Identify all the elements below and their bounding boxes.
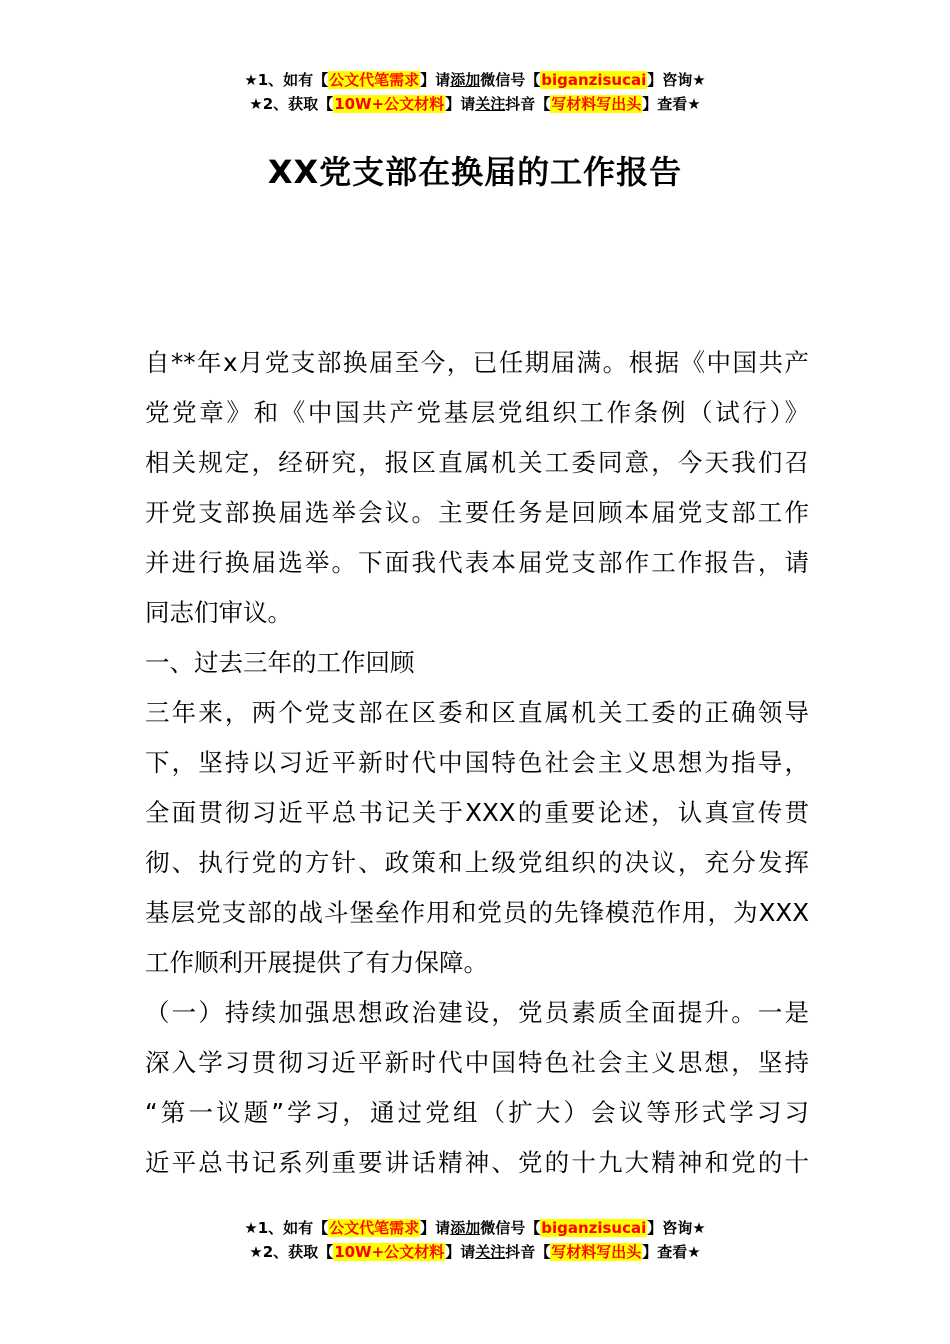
promo-text: 抖音【 [505, 95, 551, 113]
promo-text: 】查看★ [642, 95, 701, 113]
promo-underline: 添加 [450, 1219, 481, 1237]
promo-line-2 [0, 92, 950, 116]
promo-highlight: 公文代笔需求 [329, 1219, 420, 1237]
paragraph-line: 深入学习贯彻习近平新时代中国特色社会主义思想，坚持 [145, 1048, 809, 1077]
promo-underline: 关注 [475, 95, 506, 113]
promo-highlight: 10W+公文材料 [334, 95, 445, 113]
promo-banner-top [0, 68, 950, 116]
promo-highlight: 写材料写出头 [551, 95, 642, 113]
document-title: XX党支部在换届的工作报告 [267, 153, 683, 191]
promo-banner-bottom [0, 1216, 950, 1264]
promo-underline: 关注 [475, 1243, 506, 1261]
promo-text: 微信号【 [480, 71, 541, 89]
paragraph-line: 近平总书记系列重要讲话精神、党的十九大精神和党的十 [145, 1148, 809, 1177]
promo-highlight: biganzisucai [541, 71, 647, 89]
paragraph-line: 彻、执行党的方针、政策和上级党组织的决议，充分发挥 [145, 848, 809, 877]
promo-highlight: 写材料写出头 [551, 1243, 642, 1261]
promo-text: ★1、如有【 [244, 1219, 329, 1237]
paragraph-line: 一、过去三年的工作回顾 [145, 648, 415, 677]
paragraph-line: 工作顺利开展提供了有力保障。 [145, 948, 488, 977]
promo-text: 】请 [445, 1243, 476, 1261]
paragraph-line: “第一议题”学习，通过党组（扩大）会议等形式学习习 [145, 1098, 809, 1127]
paragraph-line: （一）持续加强思想政治建设，党员素质全面提升。一是 [145, 998, 809, 1027]
promo-line-1 [0, 68, 950, 92]
paragraph-line: 开党支部换届选举会议。主要任务是回顾本届党支部工作 [145, 498, 809, 527]
promo-text: 】请 [420, 1219, 451, 1237]
promo-underline: 添加 [450, 71, 481, 89]
promo-text: 】咨询★ [647, 1219, 706, 1237]
paragraph-line: 三年来，两个党支部在区委和区直属机关工委的正确领导 [145, 698, 809, 727]
promo-line-1 [0, 1216, 950, 1240]
promo-text: 微信号【 [480, 1219, 541, 1237]
paragraph-line: 相关规定，经研究，报区直属机关工委同意，今天我们召 [145, 448, 809, 477]
paragraph-line: 自**年x月党支部换届至今，已任期届满。根据《中国共产 [145, 348, 809, 377]
paragraph-line: 全面贯彻习近平总书记关于XXX的重要论述，认真宣传贯 [145, 798, 809, 827]
promo-line-2 [0, 1240, 950, 1264]
paragraph-line: 下，坚持以习近平新时代中国特色社会主义思想为指导， [145, 748, 809, 777]
document-body [145, 338, 809, 1188]
promo-highlight: biganzisucai [541, 1219, 647, 1237]
promo-text: 】请 [445, 95, 476, 113]
promo-text: ★2、获取【 [249, 95, 334, 113]
paragraph-line: 并进行换届选举。下面我代表本届党支部作工作报告，请 [145, 548, 809, 577]
promo-highlight: 10W+公文材料 [334, 1243, 445, 1261]
paragraph-line: 党党章》和《中国共产党基层党组织工作条例（试行）》 [145, 398, 809, 427]
promo-highlight: 公文代笔需求 [329, 71, 420, 89]
promo-text: 】咨询★ [647, 71, 706, 89]
promo-text: 】查看★ [642, 1243, 701, 1261]
promo-text: ★1、如有【 [244, 71, 329, 89]
promo-text: 抖音【 [505, 1243, 551, 1261]
paragraph-line: 基层党支部的战斗堡垒作用和党员的先锋模范作用，为XXX [145, 898, 809, 927]
promo-text: ★2、获取【 [249, 1243, 334, 1261]
promo-text: 】请 [420, 71, 451, 89]
paragraph-line: 同志们审议。 [145, 598, 292, 627]
